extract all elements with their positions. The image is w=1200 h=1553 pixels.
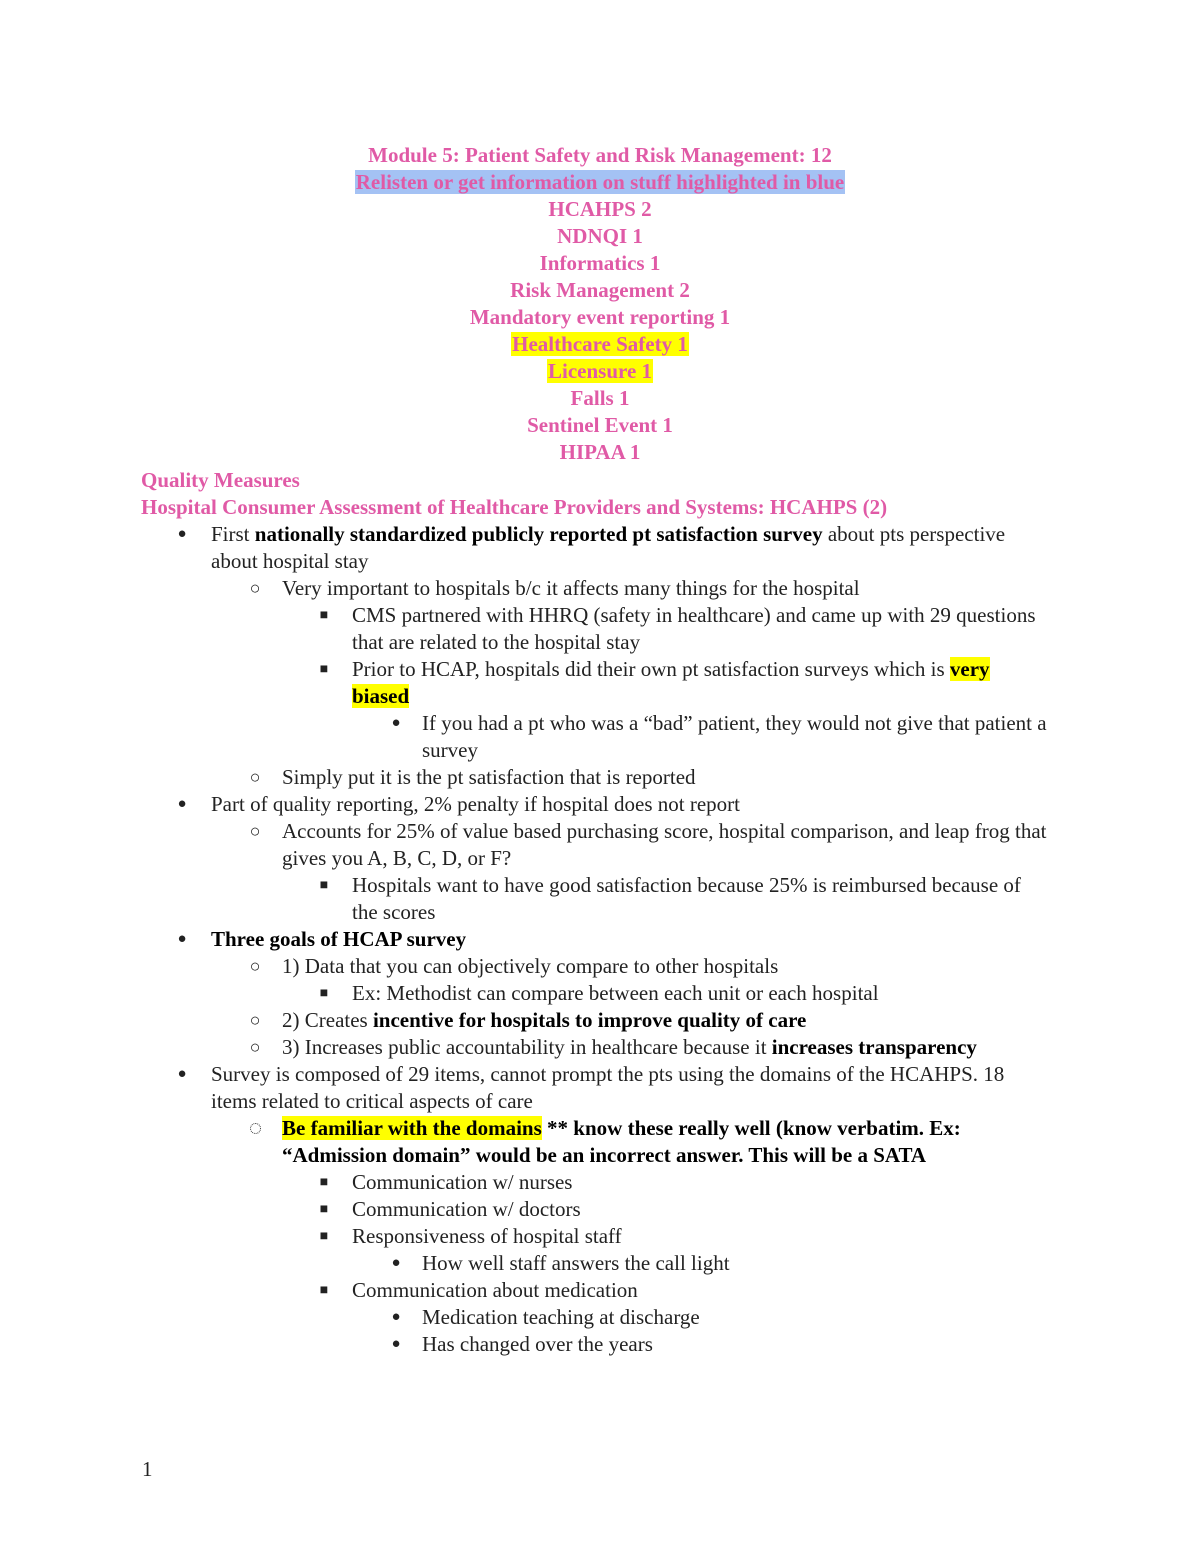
list-item: ● First nationally standardized publicly reported pt satisfaction survey about pts perspective about hospital stay <box>0 521 1041 575</box>
bullet-circle-icon: ○ <box>249 821 261 841</box>
bullet-disc-icon: ● <box>391 1309 401 1325</box>
bullet-disc-icon: ● <box>391 1336 401 1352</box>
list-item: ■ CMS partnered with HHRQ (safety in healthcare) and came up with 29 questions that are related to the hospital stay <box>0 602 1042 656</box>
bullet-square-icon: ■ <box>319 986 329 1001</box>
list-item: ■ Communication w/ doctors <box>0 1196 1042 1223</box>
list-item: ○ Very important to hospitals b/c it affects many things for the hospital <box>0 575 1062 602</box>
bullet-disc-icon: ● <box>177 526 187 542</box>
topic-summary <box>0 142 1200 466</box>
notes-list <box>0 521 1200 1358</box>
topic-healthcare-safety: Healthcare Safety 1 <box>512 332 688 356</box>
bullet-square-icon: ■ <box>319 1283 329 1298</box>
topic-sentinel-event: Sentinel Event 1 <box>527 413 673 437</box>
bullet-disc-icon: ● <box>391 1255 401 1271</box>
list-item: ■ Ex: Methodist can compare between each unit or each hospital <box>0 980 1042 1007</box>
list-item: ● Has changed over the years <box>0 1331 1062 1358</box>
list-item: ■ Communication w/ nurses <box>0 1169 1042 1196</box>
bullet-circle-icon: ○ <box>249 1010 261 1030</box>
bullet-circle-icon: ○ <box>249 578 261 598</box>
page-number: 1 <box>142 1457 153 1481</box>
list-item: ○ Accounts for 25% of value based purchasing score, hospital comparison, and leap frog that gives you A, B, C, D, or F? <box>0 818 1062 872</box>
list-item: ● Part of quality reporting, 2% penalty if hospital does not report <box>0 791 1041 818</box>
bullet-disc-icon: ● <box>391 715 401 731</box>
list-item: ● Survey is composed of 29 items, cannot prompt the pts using the domains of the HCAHPS. 18 items related to critical aspects of care <box>0 1061 1041 1115</box>
bullet-square-icon: ■ <box>319 662 329 677</box>
bullet-dotted-circle-icon <box>245 1115 265 1142</box>
topic-informatics: Informatics 1 <box>539 251 661 275</box>
list-item: ● If you had a pt who was a “bad” patient, they would not give that patient a survey <box>0 710 1062 764</box>
list-item: ■ Hospitals want to have good satisfaction because 25% is reimbursed because of the scores <box>0 872 1042 926</box>
bullet-square-icon: ■ <box>319 1175 329 1190</box>
topic-mandatory-event-reporting: Mandatory event reporting 1 <box>469 305 731 329</box>
list-item: ● How well staff answers the call light <box>0 1250 1062 1277</box>
bullet-disc-icon: ● <box>177 796 187 812</box>
bullet-square-icon: ■ <box>319 1229 329 1244</box>
bullet-square-icon: ■ <box>319 608 329 623</box>
topic-falls: Falls 1 <box>570 386 630 410</box>
list-item: Be familiar with the domains ** know these really well (know verbatim. Ex: “Admission domain” would be an incorrect answer. This will be a SATA <box>0 1115 1062 1169</box>
bullet-square-icon: ■ <box>319 878 329 893</box>
topic-licensure: Licensure 1 <box>547 359 653 383</box>
list-item: ● Three goals of HCAP survey <box>0 926 1041 953</box>
topic-risk-management: Risk Management 2 <box>510 278 690 302</box>
topic-hcahps: HCAHPS 2 <box>548 197 652 221</box>
list-item: ○ 2) Creates incentive for hospitals to improve quality of care <box>0 1007 1062 1034</box>
list-item: ■ Prior to HCAP, hospitals did their own pt satisfaction surveys which is very biased <box>0 656 1042 710</box>
topic-hipaa: HIPAA 1 <box>559 440 641 464</box>
blue-highlight-note: Relisten or get information on stuff highlighted in blue <box>355 170 845 194</box>
section-heading-hcahps: Hospital Consumer Assessment of Healthcare Providers and Systems: HCAHPS (2) <box>141 495 888 519</box>
list-item: ■ Communication about medication <box>0 1277 1042 1304</box>
list-item: ● Medication teaching at discharge <box>0 1304 1062 1331</box>
topic-ndnqi: NDNQI 1 <box>557 224 643 248</box>
module-title: Module 5: Patient Safety and Risk Management: 12 <box>368 143 832 167</box>
section-heading-quality-measures: Quality Measures <box>141 468 300 492</box>
bullet-disc-icon: ● <box>177 1066 187 1082</box>
list-item: ○ Simply put it is the pt satisfaction that is reported <box>0 764 1062 791</box>
bullet-circle-icon: ○ <box>249 1037 261 1057</box>
bullet-circle-icon: ○ <box>249 767 261 787</box>
list-item: ■ Responsiveness of hospital staff <box>0 1223 1042 1250</box>
list-item: ○ 3) Increases public accountability in healthcare because it increases transparency <box>0 1034 1062 1061</box>
list-item: ○ 1) Data that you can objectively compare to other hospitals <box>0 953 1062 980</box>
bullet-circle-icon: ○ <box>249 956 261 976</box>
bullet-disc-icon: ● <box>177 931 187 947</box>
bullet-square-icon: ■ <box>319 1202 329 1217</box>
